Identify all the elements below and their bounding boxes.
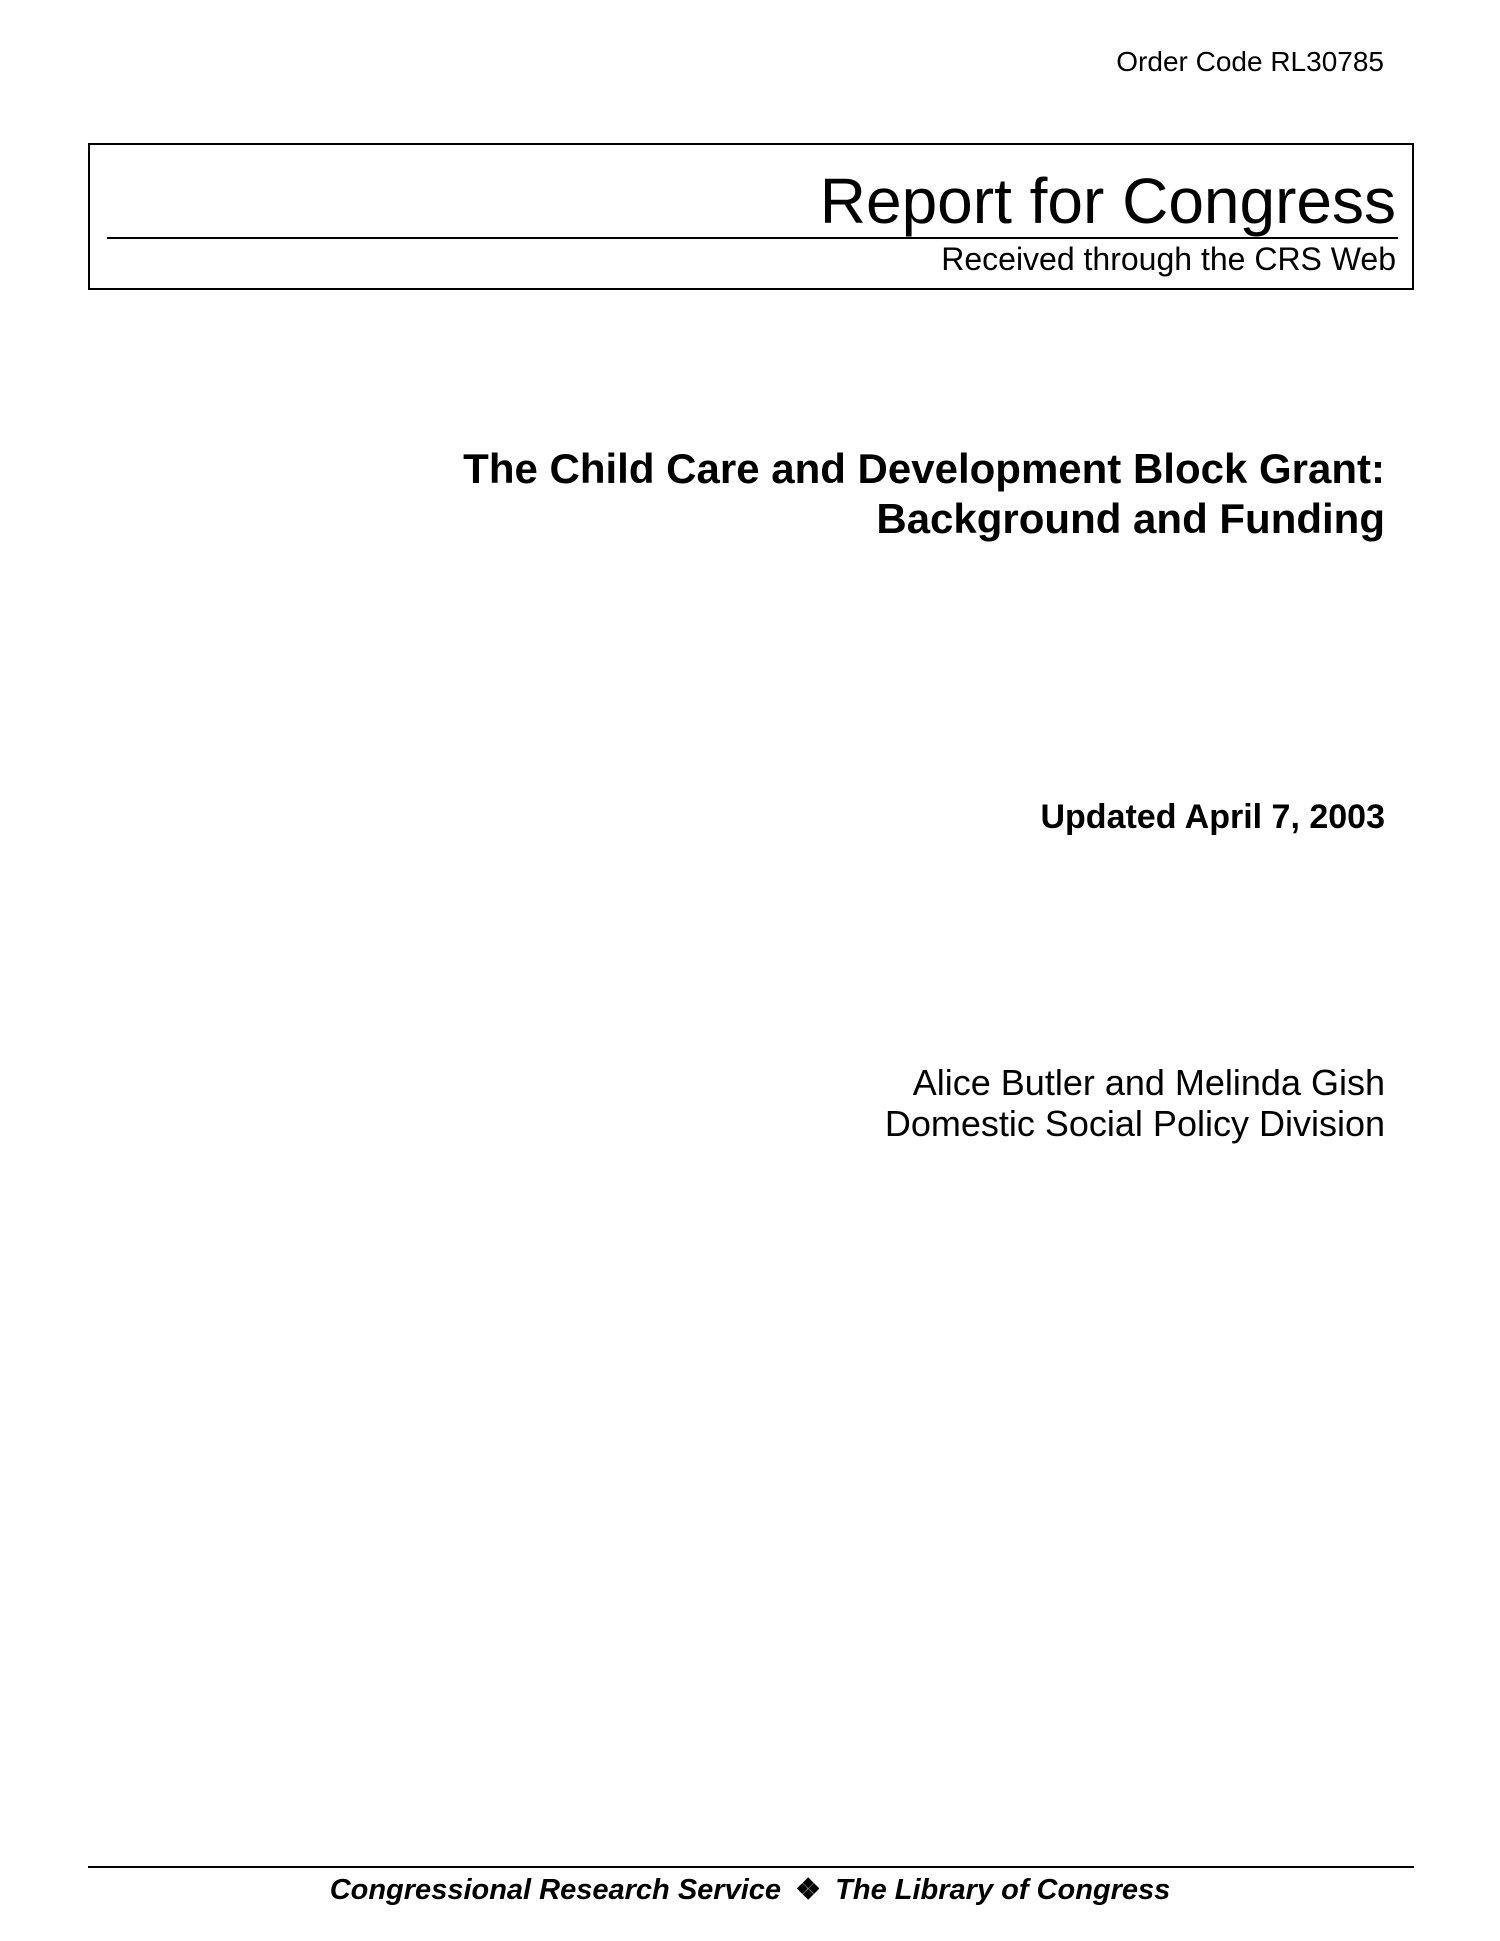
report-subtitle: Received through the CRS Web bbox=[941, 241, 1396, 277]
report-title: Report for Congress bbox=[819, 165, 1396, 237]
footer-crs: Congressional Research Service bbox=[329, 1874, 782, 1906]
updated-date: Updated April 7, 2003 bbox=[1040, 798, 1385, 836]
order-code: Order Code RL30785 bbox=[1116, 46, 1384, 77]
diamond-separator-icon: ❖ bbox=[795, 1874, 822, 1906]
report-header-box bbox=[88, 143, 1414, 290]
document-title-line-1: The Child Care and Development Block Grant: bbox=[463, 445, 1385, 492]
author-block bbox=[885, 1062, 1385, 1144]
division: Domestic Social Policy Division bbox=[884, 1103, 1385, 1144]
footer-rule bbox=[88, 1866, 1414, 1868]
document-title-line-2: Background and Funding bbox=[876, 495, 1385, 542]
document-title bbox=[463, 444, 1385, 544]
footer-library: The Library of Congress bbox=[835, 1874, 1171, 1906]
footer bbox=[0, 1872, 1500, 1908]
authors: Alice Butler and Melinda Gish bbox=[912, 1062, 1385, 1103]
